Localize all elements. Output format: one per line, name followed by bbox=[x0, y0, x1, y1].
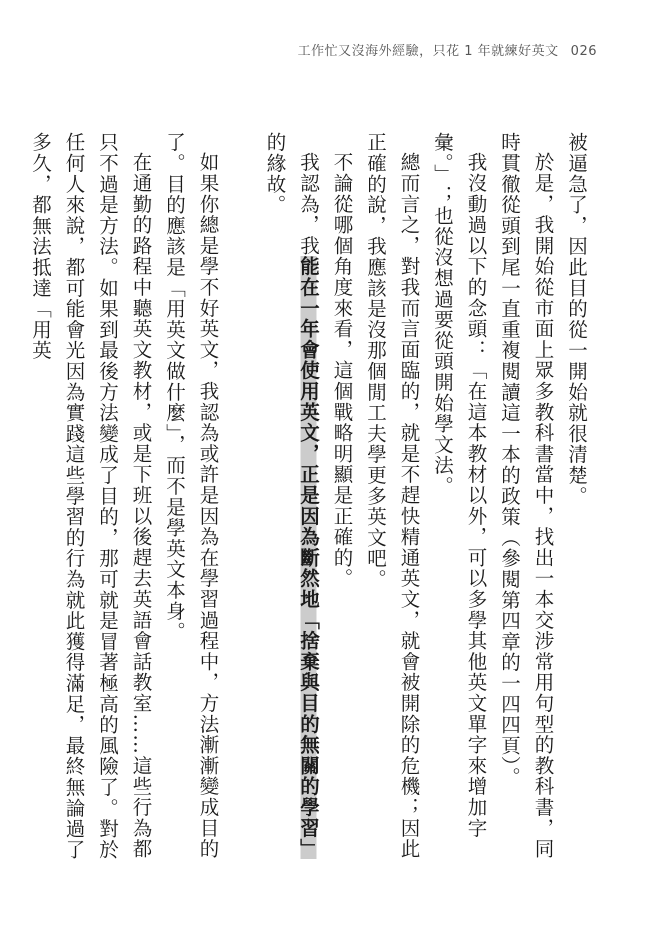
paragraph-2: 於是，我開始從市面上眾多教科書當中，找出一本交涉常用句型的教科書，同時貫徹從頭到尾一直重複閱讀這一本的政策（參閱第四章的一四四頁）。 bbox=[498, 132, 555, 859]
paragraph-6 bbox=[258, 132, 325, 872]
paragraph-6-pre: 我認為，我 bbox=[297, 151, 320, 256]
paragraph-6-post: 的緣故。 bbox=[263, 132, 287, 216]
paragraph-7: 如果你總是學不好英文，我認為或許是因為在學習過程中，方法漸漸變成目的了。目的應該是「用英文做什麼」，而不是學英文本身。 bbox=[163, 132, 220, 859]
page-number: 026 bbox=[570, 44, 597, 59]
header-title: 工作忙又沒海外經驗，只花 1 年就練好英文 bbox=[297, 44, 559, 59]
paragraph-4: 總而言之，對我而言面臨的，就是不趕快精通英文，就會被開除的危機；因此正確的說，我應該是沒那個閒工夫學更多英文吧。 bbox=[364, 132, 421, 859]
paragraph-3: 我沒動過以下的念頭：「在這本教材以外，可以多學其他英文單字來增加字彙。」；也從沒想過要從頭開始學文法。 bbox=[431, 132, 488, 838]
running-header bbox=[298, 40, 597, 59]
paragraph-1: 被逼急了，因此目的從一開始就很清楚。 bbox=[565, 132, 588, 507]
paragraph-5: 不論從哪個角度來看，這個戰略明顯是正確的。 bbox=[330, 151, 354, 589]
emphasized-text: 能在一年會使用英文，正是因為斷然地「捨棄與目的無關的學習」 bbox=[297, 255, 320, 859]
paragraph-8: 在通勤的路程中聽英文教材，或是下班以後趕去英語會話教室……這些行為都只不過是方法。如果到最後方法變成了目的，那可就是冒著極高的風險了。對於任何人來說，都可能會光因為實踐這些學習的行為就此獲得滿足，最終無論過了多久，都無法抵達「用英 bbox=[29, 132, 153, 860]
body-text bbox=[29, 132, 593, 872]
